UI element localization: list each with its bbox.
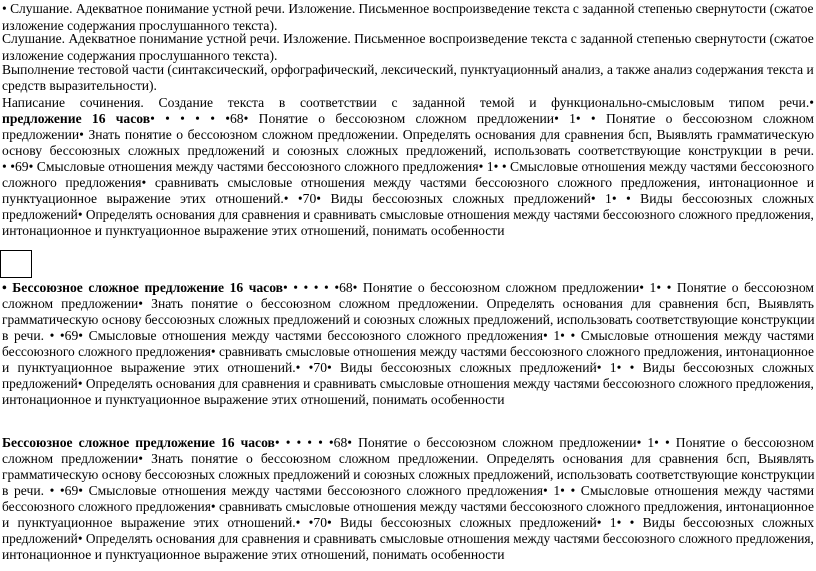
text-line: интонационное и пунктуационное выражение этих отношений, понимать особенности	[2, 392, 505, 407]
text-line: Выполнение тестовой части (синтаксический, орфографический, лексический, пунктуационный анализ, а также анализ содержания текста и	[2, 62, 814, 77]
section-text: • • • • • •68• Понятие о бессоюзном сложном предложении• 1• • Понятие о бессоюзном	[283, 280, 814, 295]
text-line: предложений• Определять основания для сравнения и сравнивать смысловые отношения между частями бессоюзного сложного предложения,	[2, 531, 814, 546]
text-line: Написание сочинения. Создание текста в соответствии с заданной темой и функционально-смысловым типом речи.•	[2, 95, 814, 110]
text-line: в речи. • •69• Смысловые отношения между частями бессоюзного сложного предложения• 1• • Смысловые отношения между частями	[2, 483, 814, 498]
text-line: основу бессоюзных сложных предложений и союзных сложных предложений, использовать соответствующие конструкции в речи.	[2, 143, 814, 158]
text-line: сложного предложения• сравнивать смысловые отношения между частями бессоюзного сложного предложения, интонационное и	[2, 175, 814, 190]
text-line: сложном предложении• Знать понятие о бессоюзном сложном предложении. Определять основания для сравнения бсп, Выявлять	[2, 451, 814, 466]
text-line: изложение содержания прослушанного текста).	[2, 18, 278, 33]
text-line	[2, 110, 814, 128]
text-line: интонационное и пунктуационное выражение этих отношений, понимать особенности	[2, 547, 505, 562]
text-line	[2, 279, 814, 297]
text-line: и пунктуационное выражение этих отношений.• •70• Виды бессоюзных сложных предложений• 1• • Виды бессоюзных сложных	[2, 360, 814, 375]
text-line: Слушание. Адекватное понимание устной речи. Изложение. Письменное воспроизведение текста с заданной степенью свернутости (сжатое	[2, 31, 814, 46]
text-line: пунктуационное выражение этих отношений.• •70• Виды бессоюзных сложных предложений• 1• • Виды бессоюзных сложных	[2, 191, 814, 206]
text-line: бессоюзного сложного предложения• сравнивать смысловые отношения между частями бессоюзного сложного предложения, интонационное	[2, 499, 814, 514]
section-text: • • • • • •68• Понятие о бессоюзном сложном предложении• 1• • Понятие о бессоюзном сложном	[150, 111, 814, 126]
text-line: и пунктуационное выражение этих отношений.• •70• Виды бессоюзных сложных предложений• 1• • Виды бессоюзных сложных	[2, 515, 814, 530]
text-line: предложений• Определять основания для сравнения и сравнивать смысловые отношения между частями бессоюзного сложного предложения,	[2, 376, 814, 391]
section-heading: Бессоюзное сложное предложение 16 часов	[2, 435, 275, 450]
text-line: грамматическую основу бессоюзных сложных предложений и союзных сложных предложений, использовать соответствующие конструкции	[2, 312, 815, 327]
section-text: • • • • • •68• Понятие о бессоюзном сложном предложении• 1• • Понятие о бессоюзном	[274, 435, 814, 450]
text-line: средств выразительности).	[2, 78, 157, 93]
text-line: бессоюзного сложного предложения• сравнивать смысловые отношения между частями бессоюзного сложного предложения, интонационное	[2, 344, 814, 359]
section-heading: • Бессоюзное сложное предложение 16 часов	[2, 280, 283, 295]
text-line: • Слушание. Адекватное понимание устной речи. Изложение. Письменное воспроизведение текста с заданной степенью свернутости (сжатое	[2, 1, 814, 16]
text-line: изложение содержания прослушанного текста).	[2, 48, 278, 63]
text-line: грамматическую основу бессоюзных сложных предложений и союзных сложных предложений, использовать соответствующие конструкции	[2, 467, 815, 482]
text-line: предложении• Знать понятие о бессоюзном сложном предложении. Определять основания для сравнения бсп, Выявлять грамматическую	[2, 127, 814, 142]
section-heading: предложение 16 часов	[2, 111, 151, 126]
text-line	[2, 434, 814, 452]
text-line: • •69• Смысловые отношения между частями бессоюзного сложного предложения• 1• • Смысловые отношения между частями бессоюзного	[2, 159, 814, 174]
text-line: предложений• Определять основания для сравнения и сравнивать смысловые отношения между частями бессоюзного сложного предложения,	[2, 207, 814, 222]
empty-box	[0, 250, 32, 278]
text-line: сложном предложении• Знать понятие о бессоюзном сложном предложении. Определять основания для сравнения бсп, Выявлять	[2, 296, 814, 311]
text-line: интонационное и пунктуационное выражение этих отношений, понимать особенности	[2, 223, 505, 238]
text-line: в речи. • •69• Смысловые отношения между частями бессоюзного сложного предложения• 1• • Смысловые отношения между частями	[2, 328, 814, 343]
